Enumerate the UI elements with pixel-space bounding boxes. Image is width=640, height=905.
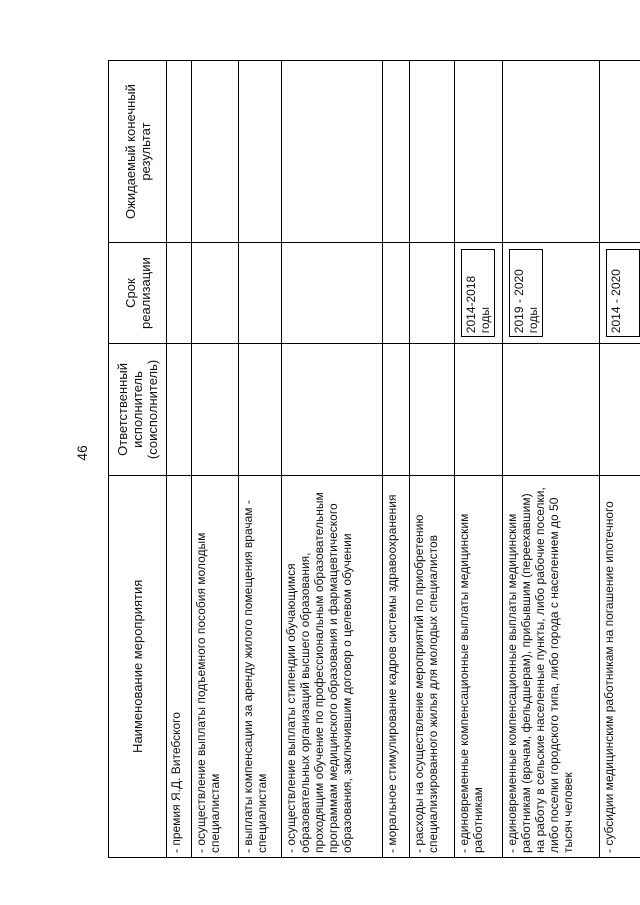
executor-cell bbox=[455, 344, 502, 475]
term-cell bbox=[383, 243, 410, 344]
result-cell bbox=[410, 61, 455, 243]
header-name: Наименование мероприятия bbox=[109, 475, 167, 857]
table-row bbox=[455, 61, 502, 858]
executor-cell bbox=[383, 344, 410, 475]
executor-cell bbox=[239, 344, 282, 475]
measure-name: - осуществление выплаты подъемного пособия молодым специалистам bbox=[191, 475, 238, 857]
measure-name: - моральное стимулирование кадров системы здравоохранения bbox=[383, 475, 410, 857]
measure-name: - осуществление выплаты стипендии обучающимся образовательных организаций высшего образования, проходящим обучение по профессиональным образовательным программам медицинского образования и фармацевтического образования, заключившим договор о целевом обучении bbox=[281, 475, 382, 857]
measure-name: - расходы на осуществление мероприятий по приобретению специализированного жилья для молодых специалистов bbox=[410, 475, 455, 857]
result-cell bbox=[383, 61, 410, 243]
term-cell bbox=[239, 243, 282, 344]
executor-cell bbox=[191, 344, 238, 475]
term-cell bbox=[410, 243, 455, 344]
result-cell bbox=[455, 61, 502, 243]
result-cell bbox=[281, 61, 382, 243]
result-cell bbox=[239, 61, 282, 243]
header-result: Ожидаемый конечный результат bbox=[109, 61, 167, 243]
table-header-row bbox=[109, 61, 167, 858]
table-row bbox=[410, 61, 455, 858]
term-value: 2019 - 2020 годы bbox=[509, 249, 543, 337]
result-cell bbox=[191, 61, 238, 243]
term-cell bbox=[599, 243, 640, 344]
table-row bbox=[383, 61, 410, 858]
result-cell bbox=[502, 61, 599, 243]
term-cell bbox=[502, 243, 599, 344]
table-row bbox=[191, 61, 238, 858]
term-cell bbox=[191, 243, 238, 344]
page-number: 46 bbox=[74, 445, 90, 461]
table-row bbox=[281, 61, 382, 858]
term-cell bbox=[167, 243, 192, 344]
executor-cell bbox=[502, 344, 599, 475]
measures-table bbox=[108, 60, 640, 858]
executor-cell bbox=[599, 344, 640, 475]
result-cell bbox=[599, 61, 640, 243]
measure-name: - субсидии медицинским работникам на погашение ипотечного bbox=[599, 475, 640, 857]
term-cell bbox=[281, 243, 382, 344]
executor-cell bbox=[410, 344, 455, 475]
result-cell bbox=[167, 61, 192, 243]
table-row bbox=[239, 61, 282, 858]
measure-name: - выплаты компенсации за аренду жилого помещения врачам - специалистам bbox=[239, 475, 282, 857]
table-body bbox=[167, 61, 640, 858]
measure-name: - премия Я.Д. Витебского bbox=[167, 475, 192, 857]
term-value: 2014 - 2020 bbox=[606, 249, 640, 337]
term-value: 2014-2018 годы bbox=[461, 249, 495, 337]
measure-name: - единовременные компенсационные выплаты медицинским работникам bbox=[455, 475, 502, 857]
table-row bbox=[167, 61, 192, 858]
measure-name: - единовременные компенсационные выплаты медицинским работникам (врачам, фельдшерам), прибывшим (переехавшим) на работу в сельские населенные пункты, либо рабочие поселки, либо поселки городского типа, либо города с населением до 50 тысяч человек bbox=[502, 475, 599, 857]
table-row bbox=[599, 61, 640, 858]
executor-cell bbox=[281, 344, 382, 475]
term-cell bbox=[455, 243, 502, 344]
header-term: Срок реализации bbox=[109, 243, 167, 344]
header-executor: Ответственный исполнитель (соисполнитель) bbox=[109, 344, 167, 475]
table-row bbox=[502, 61, 599, 858]
executor-cell bbox=[167, 344, 192, 475]
